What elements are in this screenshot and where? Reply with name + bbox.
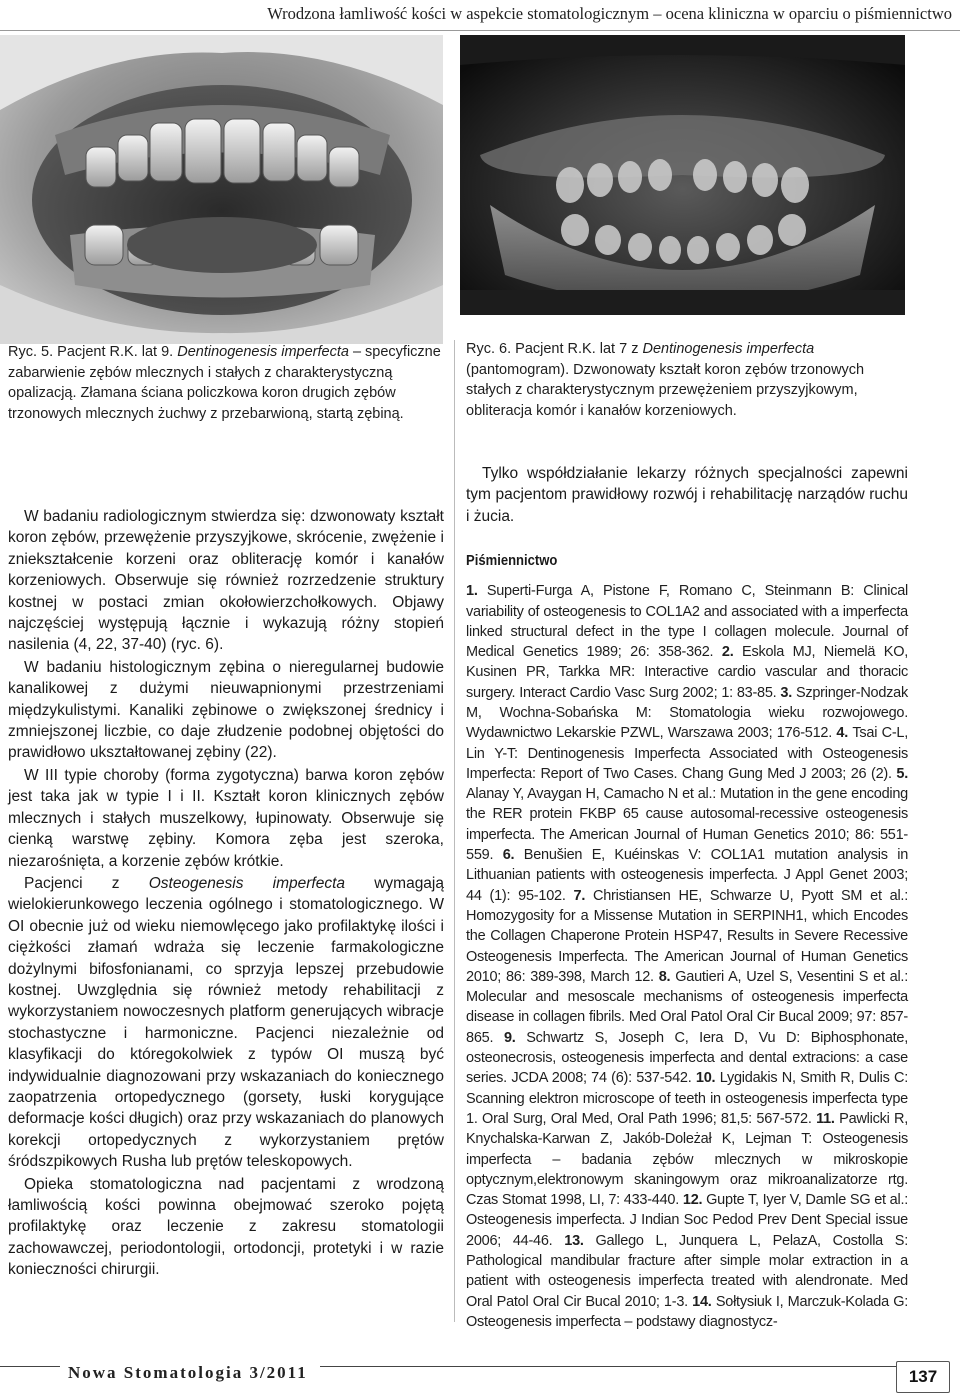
caption-italic: Dentinogenesis imperfecta — [642, 341, 815, 357]
p4-rest: wymagają wielokierunkowego leczenia ogólnego i stomatologicznego. W OI obecnie już od wieku niemowlęcego jako profilaktykę ilości i ciężkości złamań wdraża się leczenie farmakologiczne dożylnymi bifosfonianami, co sprzyja lepszej przebudowie kostnej. Uwzględnia się również metody rehabilitacji z wykorzystaniem nowoczesnych platform generujących wibracje stochastyczne i harmoniczne. Pacjenci niezależnie od klasyfikacji do któregokolwiek z typów OI muszą być indywidualnie diagnozowani przy wskazaniach do koniecznego zaopatrzenia ortopedycznego (gorsety, łuski korygujące deformacje kości długich) oraz przy wskazaniach do planowych korekcji ortopedycznych z wykorzystaniem prętów śródszpikowych Rusha lub prętów teleskopowych. — [8, 874, 444, 1171]
reference-number: 6. — [502, 847, 524, 864]
caption-lead: Ryc. 6. Pacjent R.K. lat 7 z — [466, 341, 643, 357]
reference-text: Tsai C-L, Lin Y-T: Dentinogenesis Imperfecta Associated with Osteogenesis Imperfecta: Report of Two Cases. Chang Gung Med J 2003; 26 (2). — [466, 725, 908, 782]
reference-number: 14. — [692, 1293, 716, 1310]
reference-text: Schwartz S, Joseph C, Iera D, Vu D: Biphosphonate, osteonecrosis, osteogenesis imperfecta and dental extracions: a case series. JCDA 2008; 74 (6): 537-542. — [466, 1029, 908, 1087]
caption-italic: Dentinogenesis imperfecta — [177, 344, 349, 360]
footer-rule — [320, 1366, 900, 1367]
figure-5-teeth-photo — [0, 35, 443, 344]
journal-name: Nowa Stomatologia 3/2011 — [68, 1363, 308, 1382]
reference-number: 9. — [503, 1029, 527, 1046]
footer-rule — [0, 1366, 60, 1367]
figure-6-pantomogram — [460, 35, 905, 315]
caption-rest: – specyficzne zabarwienie zębów mlecznych i stałych z charakterystyczną opalizacją. Złamana ściana policzkowa koron drugich zębów trzonowych mlecznych żuchwy z przebarwioną, startą zębiną. — [8, 344, 441, 422]
reference-number: 12. — [682, 1192, 707, 1209]
figure-6-caption — [466, 339, 906, 421]
caption-rest: (pantomogram). Dzwonowaty kształt koron zębów trzonowych stałych z charakterystycznym przewężeniem przyszyjkowym, obliteracja komór i kanałów korzeniowych. — [466, 361, 865, 419]
body-paragraph — [8, 873, 444, 1173]
references-list — [466, 581, 908, 1332]
left-column — [8, 506, 444, 1281]
right-column — [466, 463, 908, 1332]
reference-text: Sołtysiuk I, Marczuk-Kolada G: Osteogenesis imperfecta – podstawy diagnostycz- — [466, 1293, 908, 1330]
reference-number: 13. — [564, 1232, 596, 1249]
header-rule — [0, 30, 960, 31]
page-number: 137 — [896, 1361, 950, 1393]
reference-text: Pawlicki R, Knychalska-Karwan Z, Jakób-Doleżał K, Lejman T: Osteogenesis imperfecta – badania zębów mlecznych w mikroskopie optycznym,elektronowym skaningowym oraz mikroanalizatorze rtg. Czas Stomat 1998, LI, 7: 433-440. — [466, 1110, 909, 1209]
reference-number: 5. — [896, 765, 908, 782]
p4-lead: Pacjenci z — [24, 874, 149, 892]
reference-number: 11. — [816, 1110, 840, 1127]
body-paragraph: Opieka stomatologiczna nad pacjentami z wrodzoną łamliwością kości powinna obejmować szeroko pojętą profilaktykę oraz leczenie z zakresu stomatologii zachowawczej, periodontologii, ortodoncji, protetyki i w razie konieczności chirurgii. — [8, 1175, 444, 1279]
column-divider — [454, 340, 455, 1322]
body-paragraph: W III typie choroby (forma zygotyczna) barwa koron zębów jest taka jak w typie I i II. Kształt koron klinicznych zębów mlecznych i stałych muszelkowy, łupinowaty. Obserwuje się cienką warstwę zębiny. Komora zęba jest szeroka, niezarośnięta, a korzenie zębów krótkie. — [8, 766, 444, 870]
reference-number: 3. — [780, 684, 796, 701]
reference-number: 4. — [836, 725, 853, 742]
reference-text: Alanay Y, Avaygan H, Camacho N et al.: Mutation in the gene encoding the RER protein FKBP 65 cause autosomal-recessive osteogenesis imperfecta. The American Journal of Human Genetics 2010; 86: 551-559. — [466, 786, 908, 864]
reference-number: 2. — [721, 644, 743, 661]
reference-text: Gupte T, Iyer V, Damle SG et al.: Osteogenesis imperfecta. J Indian Soc Pedod Prev Dent Special issue 2006; 44-46. — [466, 1192, 909, 1249]
p4-italic: Osteogenesis imperfecta — [148, 874, 346, 892]
body-paragraph: W badaniu histologicznym zębina o nieregularnej budowie kanalikowej z dużymi nieuwapnionymi przestrzeniami międzykulistymi. Kanaliki zębinowe o zwiększonej średnicy i zmniejszonej liczbie, co daje złudzenie podobnej objętości do prawidłowo ukształtowanej zębiny (22). — [8, 658, 444, 762]
reference-text: Eskola MJ, Niemelä KO, Kusinen PR, Tarkka MR: Interactive cardio vascular and thoracic surgery. Interact Cardio Vasc Surg 2002; 1: 83-85. — [466, 644, 908, 701]
reference-text: Gautieri A, Uzel S, Vesentini S et al.: Molecular and mesoscale mechanisms of osteogenesis imperfecta disease in collagen fibrils. Med Oral Patol Oral Cir Bucal 2009; 97: 857-865. — [466, 968, 908, 1046]
reference-text: Gallego L, Junquera L, PelazA, Costolla S: Pathological mandibular fracture after simple molar extraction in a patient with osteogenesis imperfecta treated with alendronate. Med Oral Patol Oral Cir Bucal 2010; 1-3. — [466, 1232, 908, 1310]
reference-text: Szpringer-Nodzak M, Wochna-Sobańska M: Stomatologia wieku rozwojowego. Wydawnictwo Lekarskie PZWL, Warszawa 2003; 176-512. — [466, 684, 908, 742]
body-paragraph: W badaniu radiologicznym stwierdza się: dzwonowaty kształt koron zębów, przewężenie przyszyjkowe, skrócenie, zwężenie i zniekształcenie korzeni oraz obliterację komór i kanałów korzeniowych. Obserwuje się również rozrzedzenie struktury kostnej w postaci zmian okołowierzchołkowych. Objawy najczęściej występują łącznie i wykazują różny stopień nasilenia (4, 22, 37-40) (ryc. 6). — [8, 508, 444, 654]
figure-5-caption — [8, 342, 444, 424]
reference-text: Lygidakis N, Smith R, Dulis C: Scanning elektron microscope of teeth in osteogenesis imperfecta type 1. Oral Surg, Oral Med, Oral Path 1996; 81,5: 567-572. — [466, 1070, 908, 1127]
reference-number: 7. — [573, 887, 594, 904]
reference-number: 10. — [695, 1070, 720, 1087]
reference-text: Superti-Furga A, Pistone F, Romano C, Steinmann B: Clinical variability of osteogenesis to COL1A2 and associated with a imperfecta linked structural defect in the type I collagen molecule. Journal of Medical Genetics 1989; 26: 358-362. — [466, 583, 909, 661]
reference-text: Christiansen HE, Schwarze U, Pyott SM et al.: Homozygosity for a Missense Mutation in SERPINH1, which Encodes the Collagen Chaperone Protein HSP47, Results in Severe Recessive Osteogenesis Imperfecta. The American Journal of Human Genetics 2010; 86: 389-398, March 12. — [466, 887, 908, 985]
body-paragraph: Tylko współdziałanie lekarzy różnych specjalności zapewni tym pacjentom prawidłowy rozwój i rehabilitację narządów ruchu i żucia. — [466, 465, 908, 525]
caption-lead: Ryc. 5. Pacjent R.K. lat 9. — [8, 344, 178, 360]
running-title: Wrodzona łamliwość kości w aspekcie stomatologicznym – ocena kliniczna w oparciu o piśmiennictwo — [267, 4, 952, 23]
reference-text: Benušien E, Kuéinskas V: COL1A1 mutation analysis in Lithuanian patients with osteogenesis imperfecta. J Appl Genet 2003; 44 (1): 95-102. — [466, 847, 909, 904]
reference-number: 1. — [466, 583, 487, 600]
references-heading: Piśmiennictwo — [466, 553, 558, 570]
reference-number: 8. — [658, 968, 676, 985]
